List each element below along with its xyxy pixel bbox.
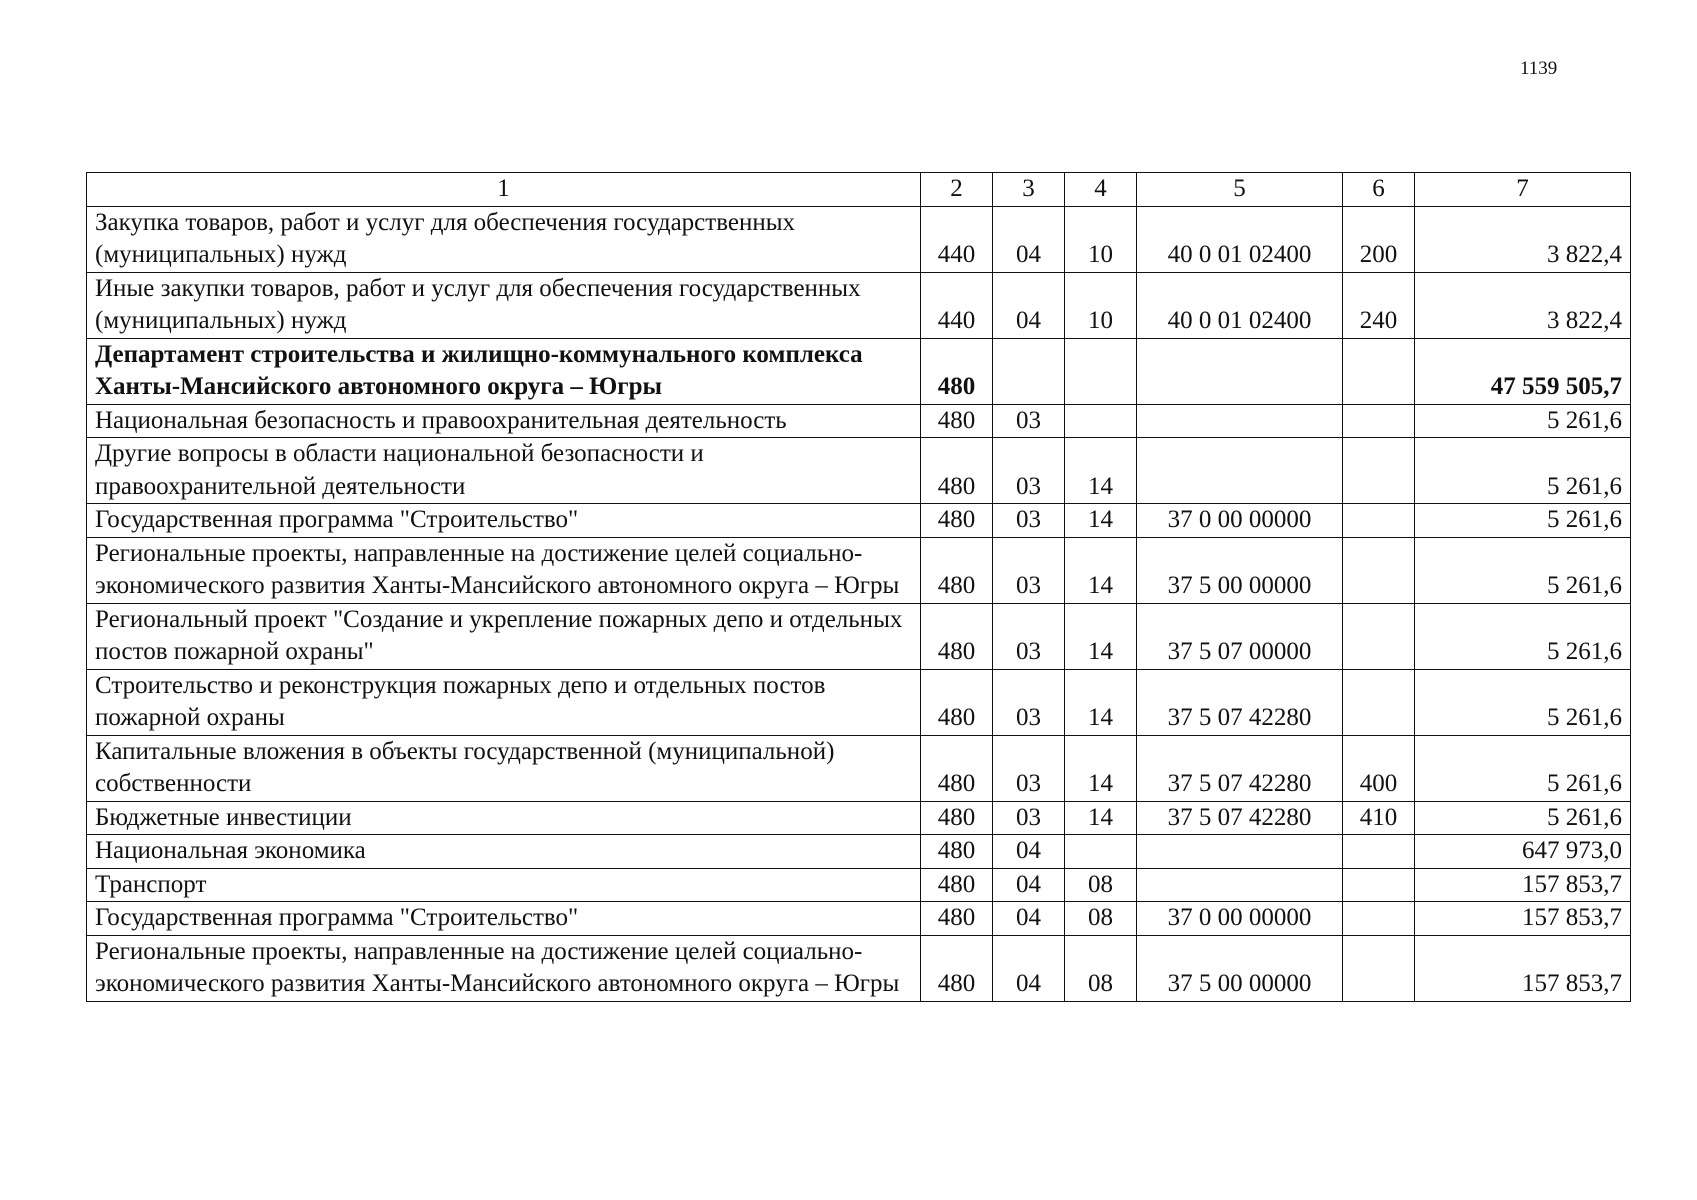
section-code-cell: 03 (993, 735, 1065, 801)
target-article-cell: 37 5 00 00000 (1137, 537, 1343, 603)
target-article-cell: 37 0 00 00000 (1137, 504, 1343, 538)
item-name-cell: Национальная безопасность и правоохранительная деятельность (87, 404, 921, 438)
table-header (87, 173, 1631, 207)
target-article-cell: 37 5 00 00000 (1137, 935, 1343, 1001)
amount-cell: 647 973,0 (1415, 835, 1631, 869)
expense-type-cell (1343, 935, 1415, 1001)
item-name-cell: Бюджетные инвестиции (87, 801, 921, 835)
target-article-cell (1137, 868, 1343, 902)
amount-cell: 157 853,7 (1415, 935, 1631, 1001)
column-header: 5 (1137, 173, 1343, 207)
target-article-cell (1137, 835, 1343, 869)
section-code-cell: 03 (993, 438, 1065, 504)
item-name-cell: Региональные проекты, направленные на достижение целей социально-экономического развития Ханты-Мансийского автономного округа – Югры (87, 935, 921, 1001)
ministry-code-cell: 480 (921, 537, 993, 603)
table-row (87, 868, 1631, 902)
ministry-code-cell: 480 (921, 669, 993, 735)
section-code-cell: 04 (993, 206, 1065, 272)
subsection-code-cell: 14 (1065, 735, 1137, 801)
section-code-cell: 04 (993, 868, 1065, 902)
ministry-code-cell: 480 (921, 338, 993, 404)
subsection-code-cell: 14 (1065, 603, 1137, 669)
ministry-code-cell: 480 (921, 902, 993, 936)
table-row (87, 504, 1631, 538)
amount-cell: 157 853,7 (1415, 902, 1631, 936)
subsection-code-cell: 14 (1065, 504, 1137, 538)
table-row (87, 835, 1631, 869)
ministry-code-cell: 440 (921, 206, 993, 272)
table-row (87, 669, 1631, 735)
target-article-cell (1137, 404, 1343, 438)
expense-type-cell (1343, 835, 1415, 869)
amount-cell: 3 822,4 (1415, 206, 1631, 272)
amount-cell: 3 822,4 (1415, 272, 1631, 338)
table-row (87, 801, 1631, 835)
item-name-cell: Капитальные вложения в объекты государственной (муниципальной) собственности (87, 735, 921, 801)
amount-cell: 5 261,6 (1415, 735, 1631, 801)
amount-cell: 5 261,6 (1415, 504, 1631, 538)
item-name-cell: Государственная программа "Строительство" (87, 504, 921, 538)
section-code-cell: 04 (993, 935, 1065, 1001)
subsection-code-cell: 14 (1065, 801, 1137, 835)
subsection-code-cell: 14 (1065, 669, 1137, 735)
item-name-cell: Государственная программа "Строительство" (87, 902, 921, 936)
ministry-code-cell: 480 (921, 868, 993, 902)
subsection-code-cell: 10 (1065, 206, 1137, 272)
table-row (87, 735, 1631, 801)
subsection-code-cell: 08 (1065, 902, 1137, 936)
amount-cell: 5 261,6 (1415, 438, 1631, 504)
section-code-cell: 04 (993, 902, 1065, 936)
header-row (87, 173, 1631, 207)
column-header: 2 (921, 173, 993, 207)
subsection-code-cell: 14 (1065, 438, 1137, 504)
section-code-cell: 03 (993, 537, 1065, 603)
subsection-code-cell (1065, 338, 1137, 404)
table-row (87, 404, 1631, 438)
section-code-cell: 03 (993, 504, 1065, 538)
section-code-cell (993, 338, 1065, 404)
ministry-code-cell: 480 (921, 504, 993, 538)
expense-type-cell (1343, 603, 1415, 669)
target-article-cell: 40 0 01 02400 (1137, 272, 1343, 338)
ministry-code-cell: 480 (921, 835, 993, 869)
subsection-code-cell: 08 (1065, 935, 1137, 1001)
table-body (87, 206, 1631, 1001)
expense-type-cell (1343, 902, 1415, 936)
item-name-cell: Строительство и реконструкция пожарных депо и отдельных постов пожарной охраны (87, 669, 921, 735)
item-name-cell: Департамент строительства и жилищно-коммунального комплекса Ханты-Мансийского автономного округа – Югры (87, 338, 921, 404)
section-code-cell: 03 (993, 404, 1065, 438)
ministry-code-cell: 480 (921, 801, 993, 835)
amount-cell: 5 261,6 (1415, 404, 1631, 438)
table-row (87, 537, 1631, 603)
amount-cell: 47 559 505,7 (1415, 338, 1631, 404)
target-article-cell: 37 0 00 00000 (1137, 902, 1343, 936)
target-article-cell (1137, 338, 1343, 404)
expense-type-cell (1343, 338, 1415, 404)
target-article-cell: 37 5 07 42280 (1137, 669, 1343, 735)
ministry-code-cell: 480 (921, 438, 993, 504)
target-article-cell: 37 5 07 42280 (1137, 801, 1343, 835)
expense-type-cell (1343, 868, 1415, 902)
expense-type-cell: 410 (1343, 801, 1415, 835)
page-number: 1139 (1520, 58, 1558, 79)
subsection-code-cell: 14 (1065, 537, 1137, 603)
section-code-cell: 03 (993, 603, 1065, 669)
table-row (87, 935, 1631, 1001)
ministry-code-cell: 480 (921, 404, 993, 438)
budget-table (86, 172, 1631, 1002)
item-name-cell: Региональный проект "Создание и укрепление пожарных депо и отдельных постов пожарной охраны" (87, 603, 921, 669)
ministry-code-cell: 440 (921, 272, 993, 338)
section-code-cell: 03 (993, 669, 1065, 735)
target-article-cell: 40 0 01 02400 (1137, 206, 1343, 272)
item-name-cell: Региональные проекты, направленные на достижение целей социально-экономического развития Ханты-Мансийского автономного округа – Югры (87, 537, 921, 603)
expense-type-cell: 240 (1343, 272, 1415, 338)
section-code-cell: 03 (993, 801, 1065, 835)
expense-type-cell (1343, 537, 1415, 603)
item-name-cell: Закупка товаров, работ и услуг для обеспечения государственных (муниципальных) нужд (87, 206, 921, 272)
column-header: 7 (1415, 173, 1631, 207)
ministry-code-cell: 480 (921, 603, 993, 669)
expense-type-cell (1343, 438, 1415, 504)
expense-type-cell: 200 (1343, 206, 1415, 272)
subsection-code-cell: 10 (1065, 272, 1137, 338)
amount-cell: 157 853,7 (1415, 868, 1631, 902)
item-name-cell: Иные закупки товаров, работ и услуг для обеспечения государственных (муниципальных) нужд (87, 272, 921, 338)
amount-cell: 5 261,6 (1415, 603, 1631, 669)
target-article-cell: 37 5 07 00000 (1137, 603, 1343, 669)
table-row (87, 438, 1631, 504)
column-header: 3 (993, 173, 1065, 207)
ministry-code-cell: 480 (921, 735, 993, 801)
subsection-code-cell (1065, 835, 1137, 869)
item-name-cell: Транспорт (87, 868, 921, 902)
table-row (87, 272, 1631, 338)
expense-type-cell (1343, 504, 1415, 538)
subsection-code-cell (1065, 404, 1137, 438)
amount-cell: 5 261,6 (1415, 537, 1631, 603)
column-header: 1 (87, 173, 921, 207)
table-row (87, 338, 1631, 404)
amount-cell: 5 261,6 (1415, 669, 1631, 735)
table-row (87, 206, 1631, 272)
column-header: 4 (1065, 173, 1137, 207)
table-row (87, 902, 1631, 936)
item-name-cell: Другие вопросы в области национальной безопасности и правоохранительной деятельности (87, 438, 921, 504)
section-code-cell: 04 (993, 272, 1065, 338)
amount-cell: 5 261,6 (1415, 801, 1631, 835)
item-name-cell: Национальная экономика (87, 835, 921, 869)
table-row (87, 603, 1631, 669)
ministry-code-cell: 480 (921, 935, 993, 1001)
expense-type-cell: 400 (1343, 735, 1415, 801)
expense-type-cell (1343, 404, 1415, 438)
subsection-code-cell: 08 (1065, 868, 1137, 902)
column-header: 6 (1343, 173, 1415, 207)
target-article-cell: 37 5 07 42280 (1137, 735, 1343, 801)
target-article-cell (1137, 438, 1343, 504)
section-code-cell: 04 (993, 835, 1065, 869)
expense-type-cell (1343, 669, 1415, 735)
